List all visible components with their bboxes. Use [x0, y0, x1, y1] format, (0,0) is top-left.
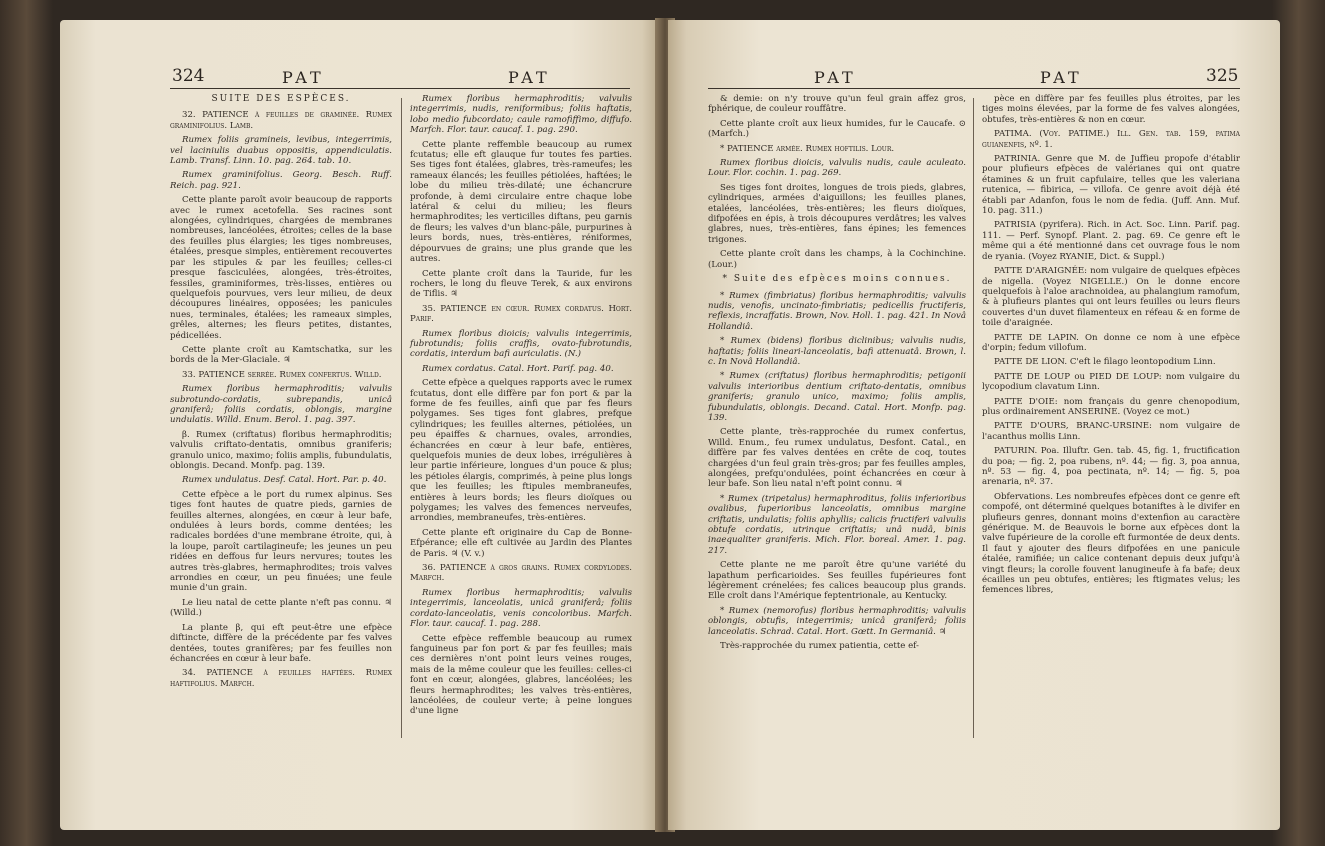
paragraph: pèce en diffère par fes feuilles plus étroites, par les tiges moins élevées, par la forme de fes valves alongées, obtufes, très-entières & non en cœur.	[982, 94, 1240, 125]
left-page	[60, 20, 660, 830]
entry-heading: 34. PATIENCE à feuilles haftées. Rumex haftifolius. Marfch.	[170, 668, 392, 689]
paragraph: PATURIN. Poa. Illuftr. Gen. tab. 45, fig. 1, fructification du poa; — fig. 2, poa rubens, nº. 44; — fig. 3, poa annua, nº. 53 — fig. 4, poa pectinata, nº. 14; — fig. 5, poa arenaria, nº. 37.	[982, 446, 1240, 488]
paragraph: Rumex foliis gramineis, levibus, integerrimis, vel laciniulis duabus oppositis, appendiculatis. Lamb. Transf. Linn. 10. pag. 264. tab. 10.	[170, 135, 392, 167]
paragraph: Cette efpèce a quelques rapports avec le rumex fcutatus, dont elle diffère par fon port & par la forme de fes feuilles, ainfi que par fes fleurs polygames. Ses tiges font glabres, prefque cylindriques; les feuilles alternes, pétiolées, un peu épaiffes & charnues, ovales, arrondies, échancrées en cœur à leur bafe, entières, quelquefois munies de deux lobes, irrégulières à leur partie inférieure, longues d'un pouce & plus; les pétioles élargis, comprimés, à peine plus longs que les feuilles; les ftipules membraneufes, entières à leurs bords; les fleurs dioïques ou polygames; les valves des femences nerveufes, arrondies, membraneufes, très-entières.	[410, 378, 632, 524]
entry-heading: * PATIENCE armée. Rumex hoftilis. Lour.	[720, 143, 895, 154]
paragraph: * Rumex (tripetalus) hermaphroditus, foliis inferioribus ovalibus, fuperioribus lanceolatis, omnibus margine criftatis, undulatis; foliis aphyllis; calicis fructiferi valvulis obtufe cordatis, utrinque criftatis; unâ nudâ, binis inaequaliter graniferis. Mich. Flor. boreal. Amer. 1. pag. 217.	[708, 493, 966, 556]
paragraph: Rumex cordatus. Catal. Hort. Parif. pag. 40.	[422, 363, 614, 374]
paragraph: Rumex floribus hermaphroditis; valvulis integerrimis, nudis, reniformibus; foliis haftatis, lobo medio fubcordato; caule ramofiffimo, diffufo. Marfch. Flor. taur. caucaf. 1. pag. 290.	[410, 94, 632, 136]
entry-heading: 36. PATIENCE à gros grains. Rumex cordylodes. Marfch.	[410, 563, 632, 584]
paragraph: PATTE D'ARAIGNÉE: nom vulgaire de quelques efpèces de nigella. (Voyez NIGELLE.) On le donne encore quelquefois à l'aloe arachnoidea, au phalangium ramofum, & à plufieurs plantes qui ont leurs feuilles ou leurs fleurs couvertes d'un duvet filamenteux en réfeau & en forme de toile d'araignée.	[982, 266, 1240, 329]
paragraph: & demie: on n'y trouve qu'un feul grain affez gros, fphérique, de couleur rouffâtre.	[708, 94, 966, 115]
paragraph: Cette plante croît aux lieux humides, fur le Caucafe. ⊙ (Marfch.)	[708, 118, 966, 140]
right-column-divider	[973, 98, 974, 738]
paragraph: Rumex floribus dioicis, valvulis nudis, caule aculeato. Lour. Flor. cochin. 1. pag. 269.	[708, 158, 966, 179]
paragraph: Cette plante croît dans la Tauride, fur les rochers, le long du fleuve Terek, & aux environs de Tiflis. ♃	[410, 268, 632, 300]
paragraph: Cette plante croît au Kamtschatka, sur les bords de la Mer-Glaciale. ♃	[170, 344, 392, 366]
left-page-number: 324	[172, 66, 205, 86]
paragraph: Rumex floribus hermaphroditis; valvulis integerrimis, lanceolatis, unicâ graniferâ; foliis cordato-lanceolatis, venis concoloribus. Marfch. Flor. taur. caucaf. 1. pag. 288.	[410, 587, 632, 630]
paragraph: PATTE DE LION. C'eft le filago leontopodium Linn.	[994, 357, 1216, 368]
left-header-rule	[170, 88, 630, 89]
right-column-2	[982, 94, 1240, 600]
entry-heading: 33. PATIENCE serrée. Rumex confertus. Willd.	[182, 369, 382, 380]
left-column-2	[410, 94, 632, 721]
paragraph: Cette efpèce reffemble beaucoup au rumex fanguineus par fon port & par fes feuilles; mais ces dernières n'ont point leurs veines rouges, mais de la même couleur que les feuilles: celles-ci font en cœur, alongées, glabres, lancéolées; les fleurs hermaphrodites; les valves très-entières, lancéolées, de couleur verte; à peine longues d'une ligne	[410, 633, 632, 717]
paragraph: PATTE D'OIE: nom français du genre chenopodium, plus ordinairement ANSERINE. (Voyez ce mot.)	[982, 396, 1240, 417]
paragraph: PATTE DE LOUP ou PIED DE LOUP: nom vulgaire du lycopodium clavatum Linn.	[982, 371, 1240, 393]
entry-heading: 35. PATIENCE en cœur. Rumex cordatus. Hort. Parif.	[410, 303, 632, 325]
paragraph: Cette plante reffemble beaucoup au rumex fcutatus; elle eft glauque fur toutes fes parties. Ses tiges font étalées, glabres, très-rameufes; les rameaux élancés; les feuilles pétiolées, haftées; le lobe du milieu très-dilaté; une échancrure profonde, à demi circulaire entre chaque lobe latéral & celui du milieu; les fleurs hermaphrodites; les verticilles diftans, peu garnis de fleurs; les valves d'un blanc-pâle, purpurines à leurs bords, nues, très-entières, réniformes, dépourvues de grains; une plus grande que les autres.	[410, 139, 632, 265]
right-page-number: 325	[1206, 66, 1239, 86]
paragraph: PATTE DE LAPIN. On donne ce nom à une efpèce d'orpin; fedum villofum.	[982, 332, 1240, 353]
section-heading: * Suite des efpèces moins connues.	[722, 274, 952, 285]
paragraph: Rumex graminifolius. Georg. Besch. Ruff. Reich. pag. 921.	[170, 170, 392, 191]
left-header-right: PAT	[508, 68, 551, 87]
paragraph: La plante β, qui eft peut-être une efpèce diftincte, diffère de la précédente par fes valves dentées, toutes granifères; par fes feuilles non échancrées en cœur à leur bafe.	[170, 622, 392, 664]
section-heading: SUITE DES ESPÈCES.	[211, 94, 351, 104]
paragraph: * Rumex (nemorofus) floribus hermaphroditis; valvulis oblongis, obtufis, integerrimis; unicâ graniferâ; foliis lanceolatis. Schrad. Catal. Hort. Gœtt. In Germaniâ. ♃	[708, 605, 966, 637]
paragraph: PATRINIA. Genre que M. de Juffieu propofe d'établir pour plufieurs efpèces de valérianes qui ont quatre étamines & un fruit capfulaire, telles que les valeriana rutenica, — fibirica, — villofa. Ce genre avoit déjà été établi par Adanfon, fous le nom de fedia. (Juff. Ann. Muf. 10. pag. 311.)	[982, 154, 1240, 217]
paragraph: * Rumex (criftatus) floribus hermaphroditis; petigonii valvulis interioribus dentium criftato-dentatis, omnibus graniferis; granulo unico, maximo; foliis amplis, fubundulatis, oblongis. Decand. Catal. Hort. Monfp. pag. 139.	[708, 371, 966, 423]
right-page	[668, 20, 1280, 830]
paragraph: PATRISIA (pyrifera). Rich. in Act. Soc. Linn. Parif. pag. 111. — Perf. Synopf. Plant. 2. pag. 69. Ce genre eft le même qui a été mentionné dans cet ouvrage fous le nom de ryania. (Voyez RYANIE, Dict. & Suppl.)	[982, 220, 1240, 262]
paragraph: Rumex floribus dioicis; valvulis integerrimis, fubrotundis; foliis craffis, ovato-fubrotundis, cordatis, interdum bafi auriculatis. (N.)	[410, 328, 632, 360]
paragraph: Très-rapprochée du rumex patientia, cette ef-	[720, 641, 919, 652]
paragraph: Cette plante eft originaire du Cap de Bonne-Efpérance; elle eft cultivée au Jardin des Plantes de Paris. ♃ (V. v.)	[410, 527, 632, 559]
paragraph: Cette plante, très-rapprochée du rumex confertus, Willd. Enum., feu rumex undulatus, Desfont. Catal., en diffère par fes valves dentées en crête de coq, toutes chargées d'un feul grain très-gros; par fes feuilles amples, alongées, prefqu'ondulées, point échancrées en cœur à leur bafe. Son lieu natal n'eft point connu. ♃	[708, 427, 966, 490]
left-column-divider	[401, 98, 402, 738]
left-column-1	[170, 94, 392, 693]
right-header-rule	[708, 88, 1240, 89]
entry-heading: 32. PATIENCE à feuilles de graminée. Rumex graminifolius. Lamb.	[170, 110, 392, 131]
right-header-left: PAT	[814, 68, 857, 87]
paragraph: Cette efpèce a le port du rumex alpinus. Ses tiges font hautes de quatre pieds, garnies de feuilles alternes, alongées, en cœur à leur bafe, ondulées à leurs bords, comme dentées; les radicales bordées d'une membrane étroite, qui, à la loupe, paroît cartilagineufe; les jeunes un peu ridées en deffous fur leurs nervures; toutes les autres très-glabres, hermaphrodites; trois valves arrondies en cœur, un peu finuées; une feule munie d'un grain.	[170, 489, 392, 594]
paragraph: Rumex floribus hermaphroditis; valvulis subrotundo-cordatis, subrepandis, unicâ graniferâ; foliis cordatis, oblongis, margine undulatis. Willd. Enum. Berol. 1. pag. 397.	[170, 384, 392, 426]
right-header-right: PAT	[1040, 68, 1083, 87]
paragraph: * Rumex (fimbriatus) floribus hermaphroditis; valvulis nudis, venofis, uncinato-fimbriatis; pedicellis fructiferis, reflexis, incraffatis. Brown, Nov. Holl. 1. pag. 421. In Novâ Hollandiâ.	[708, 290, 966, 332]
paragraph: Obfervations. Les nombreufes efpèces dont ce genre eft compofé, ont déterminé quelques botaniftes à le divifer en plufieurs genres, donnant moins d'extenfion au caractère générique. M. de Beauvois le borne aux efpèces dont la valve fupérieure de la corolle eft furmontée de deux dents. Il faut y ajouter des fleurs difpofées en une panicule étalée, ramifiée; un calice contenant depuis deux jufqu'à vingt fleurs; la corolle fouvent lanugineufe à fa bafe; deux écailles un peu obtufes, entières; les ftigmates velus; les femences libres,	[982, 491, 1240, 596]
entry-heading: PATIMA. (Voy. PATIME.) Ill. Gen. tab. 159, patima guianenfis, nº. 1.	[982, 129, 1240, 150]
paragraph: Rumex undulatus. Desf. Catal. Hort. Par. p. 40.	[182, 475, 387, 486]
left-header-left: PAT	[282, 68, 325, 87]
paragraph: Cette plante croît dans les champs, à la Cochinchine. (Lour.)	[708, 249, 966, 270]
paragraph: Ses tiges font droites, longues de trois pieds, glabres, cylindriques, armées d'aiguillons; les feuilles planes, etalées, lancéolées, très-entières; les fleurs dioïques, difpofées en épis, à trois découpures verdâtres; les valves glabres, nues, très-entières, fans épines; les femences trigones.	[708, 182, 966, 245]
paragraph: * Rumex (bidens) floribus diclinibus; valvulis nudis, haftatis; foliis lineari-lanceolatis, bafi attenuatâ. Brown, l. c. In Novâ Hollandiâ.	[708, 336, 966, 367]
paragraph: β. Rumex (criftatus) floribus hermaphroditis; valvulis criftato-dentatis, omnibus graniferis; granulo unico, maximo; foliis amplis, fubundulatis, oblongis. Decand. Monfp. pag. 139.	[170, 429, 392, 471]
paragraph: Cette plante paroît avoir beaucoup de rapports avec le rumex acetofella. Ses racines sont alongées, cylindriques, chargées de membranes nombreuses, lancéolées, étroites; celles de la base des feuilles plus élargies; les tiges nombreuses, étalées, presque simples, entièrement recouvertes par les stipules & par les feuilles; celles-ci presque fasciculées, alongées, très-étroites, fessiles, graminiformes, très-lisses, entières ou quelquefois pourvues, vers leur milieu, de deux découpures linéaires, opposées; les panicules nues, terminales, étalées; les rameaux simples, grêles, alternes; les fleurs petites, distantes, pédicellées.	[170, 195, 392, 341]
right-column-1	[708, 94, 966, 656]
paragraph: Cette plante ne me paroît être qu'une variété du lapathum perficarioides. Ses feuilles fupérieures font légèrement crénelées; fes calices beaucoup plus grands. Elle croît dans l'Amérique feptentrionale, au Kentucky.	[708, 560, 966, 602]
paragraph: PATTE D'OURS, BRANC-URSINE: nom vulgaire de l'acanthus mollis Linn.	[982, 421, 1240, 442]
paragraph: Le lieu natal de cette plante n'eft pas connu. ♃ (Willd.)	[170, 597, 392, 619]
